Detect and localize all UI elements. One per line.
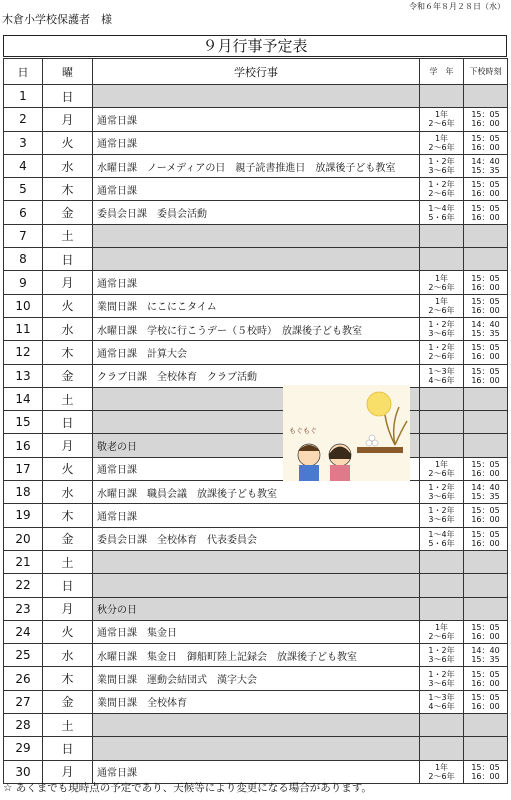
time-line-2: 15：35 (471, 492, 500, 502)
event-cell (93, 85, 420, 108)
time-line-2: 16：00 (471, 142, 500, 152)
table-row (4, 457, 508, 480)
grade-line-1: 1・2年 (428, 669, 455, 679)
event-cell (93, 737, 420, 760)
event-cell: 水曜日課 職員会議 放課後子ども教室 (93, 481, 420, 504)
illustration-caption: もぐもぐ (289, 427, 317, 435)
time-line-1: 14：40 (471, 320, 500, 330)
dismissal-time-cell (464, 85, 508, 108)
grade-cell (420, 550, 464, 573)
table-row (4, 667, 508, 690)
dismissal-time-cell (464, 714, 508, 737)
grade-cell (420, 644, 464, 667)
table-row (4, 714, 508, 737)
grade-line-2: 2～6年 (428, 468, 455, 478)
grade-line-1: 1～3年 (428, 366, 455, 376)
event-cell: 業間日課 運動会結団式 漢字大会 (93, 667, 420, 690)
table-row (4, 690, 508, 713)
grade-cell (420, 271, 464, 294)
weekday-cell: 火 (43, 294, 93, 317)
time-line-1: 15：05 (471, 296, 500, 306)
event-cell: 水曜日課 集金日 御船町陸上記録会 放課後子ども教室 (93, 644, 420, 667)
weekday-cell: 水 (43, 644, 93, 667)
grade-line-1: 1～4年 (428, 203, 455, 213)
day-cell: 7 (4, 224, 43, 247)
grade-line-2: 3～6年 (428, 492, 455, 502)
day-cell: 19 (4, 504, 43, 527)
grade-cell (420, 667, 464, 690)
dismissal-time-cell (464, 760, 508, 783)
grade-cell (420, 481, 464, 504)
grade-cell (420, 224, 464, 247)
grade-line-2: 2～6年 (428, 189, 455, 199)
table-row (4, 271, 508, 294)
weekday-cell: 日 (43, 85, 93, 108)
table-row (4, 317, 508, 340)
dismissal-time-cell (464, 317, 508, 340)
day-cell: 10 (4, 294, 43, 317)
grade-line-2: 5・6年 (428, 538, 455, 548)
weekday-cell: 月 (43, 760, 93, 783)
grade-line-2: 2～6年 (428, 282, 455, 292)
table-row (4, 387, 508, 410)
dismissal-time-cell (464, 504, 508, 527)
grade-cell (420, 597, 464, 620)
time-line-2: 16：00 (471, 468, 500, 478)
time-line-2: 16：00 (471, 631, 500, 641)
table-row (4, 737, 508, 760)
grade-line-2: 4～6年 (428, 701, 455, 711)
weekday-cell: 土 (43, 387, 93, 410)
weekday-cell: 金 (43, 201, 93, 224)
time-line-1: 15：05 (471, 529, 500, 539)
table-row (4, 178, 508, 201)
day-cell: 13 (4, 364, 43, 387)
event-cell: 通常日課 (93, 760, 420, 783)
day-cell: 24 (4, 620, 43, 643)
table-row (4, 224, 508, 247)
dismissal-time-cell (464, 178, 508, 201)
event-cell: 通常日課 (93, 271, 420, 294)
table-row (4, 597, 508, 620)
grade-line-2: 2～6年 (428, 352, 455, 362)
grade-line-2: 3～6年 (428, 166, 455, 176)
time-line-1: 15：05 (471, 622, 500, 632)
dismissal-time-cell (464, 690, 508, 713)
dismissal-time-cell (464, 667, 508, 690)
time-line-1: 14：40 (471, 157, 500, 167)
table-row (4, 411, 508, 434)
table-row (4, 620, 508, 643)
weekday-cell: 木 (43, 178, 93, 201)
grade-line-1: 1・2年 (428, 157, 455, 167)
time-line-2: 16：00 (471, 701, 500, 711)
time-line-2: 15：35 (471, 166, 500, 176)
weekday-cell: 月 (43, 434, 93, 457)
event-cell: 委員会日課 委員会活動 (93, 201, 420, 224)
table-row (4, 504, 508, 527)
grade-line-1: 1年 (434, 133, 449, 143)
day-cell: 12 (4, 341, 43, 364)
dismissal-time-cell (464, 411, 508, 434)
grade-cell (420, 620, 464, 643)
table-row (4, 131, 508, 154)
event-cell (93, 248, 420, 271)
table-row (4, 644, 508, 667)
day-cell: 9 (4, 271, 43, 294)
time-line-1: 15：05 (471, 459, 500, 469)
table-row (4, 527, 508, 550)
grade-line-2: 3～6年 (428, 329, 455, 339)
dismissal-time-cell (464, 108, 508, 131)
grade-line-1: 1年 (434, 110, 449, 120)
time-line-1: 15：05 (471, 203, 500, 213)
header-grade: 学 年 (420, 59, 464, 85)
time-line-1: 15：05 (471, 366, 500, 376)
time-line-1: 15：05 (471, 762, 500, 772)
day-cell: 6 (4, 201, 43, 224)
grade-line-1: 1・2年 (428, 320, 455, 330)
time-line-2: 16：00 (471, 212, 500, 222)
grade-line-1: 1・2年 (428, 180, 455, 190)
grade-cell (420, 760, 464, 783)
grade-cell (420, 737, 464, 760)
table-row (4, 364, 508, 387)
dismissal-time-cell (464, 574, 508, 597)
day-cell: 11 (4, 317, 43, 340)
grade-cell (420, 457, 464, 480)
day-cell: 28 (4, 714, 43, 737)
grade-cell (420, 714, 464, 737)
offering-table (357, 447, 403, 453)
time-line-2: 15：35 (471, 329, 500, 339)
addressee: 木倉小学校保護者 様 (2, 13, 112, 26)
grade-cell (420, 154, 464, 177)
event-cell (93, 574, 420, 597)
time-line-1: 15：05 (471, 110, 500, 120)
header-day: 日 (4, 59, 43, 85)
time-line-1: 15：05 (471, 273, 500, 283)
event-cell: 業間日課 にこにこタイム (93, 294, 420, 317)
day-cell: 29 (4, 737, 43, 760)
weekday-cell: 月 (43, 271, 93, 294)
weekday-cell: 土 (43, 224, 93, 247)
time-line-1: 14：40 (471, 646, 500, 656)
event-cell: 敬老の日 (93, 434, 420, 457)
table-row (4, 294, 508, 317)
weekday-cell: 土 (43, 550, 93, 573)
grade-line-1: 1年 (434, 273, 449, 283)
dismissal-time-cell (464, 201, 508, 224)
grade-cell (420, 85, 464, 108)
grade-cell (420, 690, 464, 713)
grade-line-2: 3～6年 (428, 515, 455, 525)
time-line-1: 15：05 (471, 180, 500, 190)
dismissal-time-cell (464, 550, 508, 573)
day-cell: 22 (4, 574, 43, 597)
weekday-cell: 月 (43, 108, 93, 131)
day-cell: 15 (4, 411, 43, 434)
event-cell: 委員会日課 全校体育 代表委員会 (93, 527, 420, 550)
weekday-cell: 火 (43, 620, 93, 643)
time-line-1: 15：05 (471, 506, 500, 516)
grade-line-1: 1・2年 (428, 343, 455, 353)
grade-line-2: 2～6年 (428, 771, 455, 781)
time-line-2: 16：00 (471, 189, 500, 199)
grade-cell (420, 527, 464, 550)
event-cell: 通常日課 計算大会 (93, 341, 420, 364)
time-line-1: 15：05 (471, 692, 500, 702)
table-row (4, 248, 508, 271)
table-row (4, 154, 508, 177)
time-line-2: 16：00 (471, 119, 500, 129)
grade-cell (420, 434, 464, 457)
time-line-2: 16：00 (471, 771, 500, 781)
day-cell: 27 (4, 690, 43, 713)
table-row (4, 85, 508, 108)
weekday-cell: 火 (43, 457, 93, 480)
table-row (4, 481, 508, 504)
event-cell: 水曜日課 学校に行こうデー（５校時） 放課後子ども教室 (93, 317, 420, 340)
grade-cell (420, 504, 464, 527)
table-row (4, 550, 508, 573)
time-line-2: 15：35 (471, 655, 500, 665)
day-cell: 26 (4, 667, 43, 690)
event-cell: 秋分の日 (93, 597, 420, 620)
event-cell: 通常日課 (93, 108, 420, 131)
moon-icon (367, 392, 391, 416)
event-cell: 業間日課 全校体育 (93, 690, 420, 713)
day-cell: 1 (4, 85, 43, 108)
weekday-cell: 木 (43, 341, 93, 364)
weekday-cell: 金 (43, 690, 93, 713)
day-cell: 25 (4, 644, 43, 667)
event-cell (93, 714, 420, 737)
grade-cell (420, 248, 464, 271)
event-cell: クラブ日課 全校体育 クラブ活動 (93, 364, 420, 387)
time-line-2: 16：00 (471, 678, 500, 688)
grade-line-1: 1～4年 (428, 529, 455, 539)
event-cell (93, 550, 420, 573)
grade-cell (420, 574, 464, 597)
grade-cell (420, 341, 464, 364)
schedule-table (3, 58, 508, 784)
day-cell: 17 (4, 457, 43, 480)
grade-line-1: 1年 (434, 459, 449, 469)
dismissal-time-cell (464, 224, 508, 247)
grade-line-2: 5・6年 (428, 212, 455, 222)
grade-cell (420, 294, 464, 317)
dismissal-time-cell (464, 364, 508, 387)
day-cell: 30 (4, 760, 43, 783)
grade-line-1: 1・2年 (428, 506, 455, 516)
weekday-cell: 日 (43, 248, 93, 271)
grade-cell (420, 108, 464, 131)
grade-line-1: 1・2年 (428, 646, 455, 656)
time-line-2: 16：00 (471, 538, 500, 548)
weekday-cell: 日 (43, 574, 93, 597)
grade-line-2: 2～6年 (428, 631, 455, 641)
event-cell: 水曜日課 ノーメディアの日 親子読書推進日 放課後子ども教室 (93, 154, 420, 177)
day-cell: 20 (4, 527, 43, 550)
time-line-1: 15：05 (471, 343, 500, 353)
grade-line-2: 4～6年 (428, 375, 455, 385)
dismissal-time-cell (464, 248, 508, 271)
grade-line-1: 1年 (434, 622, 449, 632)
dismissal-time-cell (464, 434, 508, 457)
day-cell: 14 (4, 387, 43, 410)
grade-cell (420, 387, 464, 410)
day-cell: 5 (4, 178, 43, 201)
table-row (4, 574, 508, 597)
grade-cell (420, 178, 464, 201)
day-cell: 2 (4, 108, 43, 131)
dismissal-time-cell (464, 620, 508, 643)
time-line-2: 16：00 (471, 352, 500, 362)
grade-line-1: 1年 (434, 296, 449, 306)
grade-line-2: 2～6年 (428, 119, 455, 129)
day-cell: 4 (4, 154, 43, 177)
header-event: 学校行事 (93, 59, 420, 85)
grade-line-1: 1年 (434, 762, 449, 772)
issue-date: 令和６年８月２８日（水） (409, 2, 505, 11)
event-cell (93, 224, 420, 247)
grade-line-2: 3～6年 (428, 655, 455, 665)
grade-line-1: 1～3年 (428, 692, 455, 702)
grade-cell (420, 317, 464, 340)
weekday-cell: 木 (43, 504, 93, 527)
event-cell: 通常日課 (93, 457, 420, 480)
grade-line-1: 1・2年 (428, 483, 455, 493)
weekday-cell: 金 (43, 527, 93, 550)
grade-cell (420, 131, 464, 154)
day-cell: 3 (4, 131, 43, 154)
weekday-cell: 日 (43, 411, 93, 434)
weekday-cell: 木 (43, 667, 93, 690)
dismissal-time-cell (464, 154, 508, 177)
time-line-2: 16：00 (471, 515, 500, 525)
event-cell: 通常日課 集金日 (93, 620, 420, 643)
dismissal-time-cell (464, 597, 508, 620)
time-line-2: 16：00 (471, 305, 500, 315)
day-cell: 21 (4, 550, 43, 573)
grade-line-2: 2～6年 (428, 305, 455, 315)
dismissal-time-cell (464, 481, 508, 504)
grade-cell (420, 364, 464, 387)
grade-line-2: 2～6年 (428, 142, 455, 152)
dismissal-time-cell (464, 131, 508, 154)
weekday-cell: 土 (43, 714, 93, 737)
dismissal-time-cell (464, 271, 508, 294)
dismissal-time-cell (464, 457, 508, 480)
table-row (4, 434, 508, 457)
day-cell: 23 (4, 597, 43, 620)
day-cell: 18 (4, 481, 43, 504)
day-cell: 16 (4, 434, 43, 457)
event-cell: 通常日課 (93, 178, 420, 201)
moon-viewing-illustration (283, 385, 410, 481)
dismissal-time-cell (464, 387, 508, 410)
header-weekday: 曜 (43, 59, 93, 85)
grade-line-2: 3～6年 (428, 678, 455, 688)
header-dismissal-time: 下校時刻 (464, 59, 508, 85)
weekday-cell: 月 (43, 597, 93, 620)
dismissal-time-cell (464, 527, 508, 550)
event-cell: 通常日課 (93, 504, 420, 527)
weekday-cell: 日 (43, 737, 93, 760)
dismissal-time-cell (464, 294, 508, 317)
dismissal-time-cell (464, 341, 508, 364)
grade-cell (420, 411, 464, 434)
page-title: ９月行事予定表 (3, 35, 507, 57)
table-row (4, 108, 508, 131)
grade-cell (420, 201, 464, 224)
table-row (4, 201, 508, 224)
weekday-cell: 水 (43, 317, 93, 340)
weekday-cell: 火 (43, 131, 93, 154)
time-line-1: 15：05 (471, 133, 500, 143)
dismissal-time-cell (464, 644, 508, 667)
day-cell: 8 (4, 248, 43, 271)
dismissal-time-cell (464, 737, 508, 760)
weekday-cell: 水 (43, 154, 93, 177)
weekday-cell: 金 (43, 364, 93, 387)
time-line-2: 16：00 (471, 375, 500, 385)
time-line-2: 16：00 (471, 282, 500, 292)
event-cell: 通常日課 (93, 131, 420, 154)
time-line-1: 15：05 (471, 669, 500, 679)
table-header-row (4, 59, 508, 85)
footer-note: ☆ あくまでも現時点の予定であり、天候等により変更になる場合があります。 (3, 782, 372, 794)
table-row (4, 341, 508, 364)
time-line-1: 14：40 (471, 483, 500, 493)
weekday-cell: 水 (43, 481, 93, 504)
